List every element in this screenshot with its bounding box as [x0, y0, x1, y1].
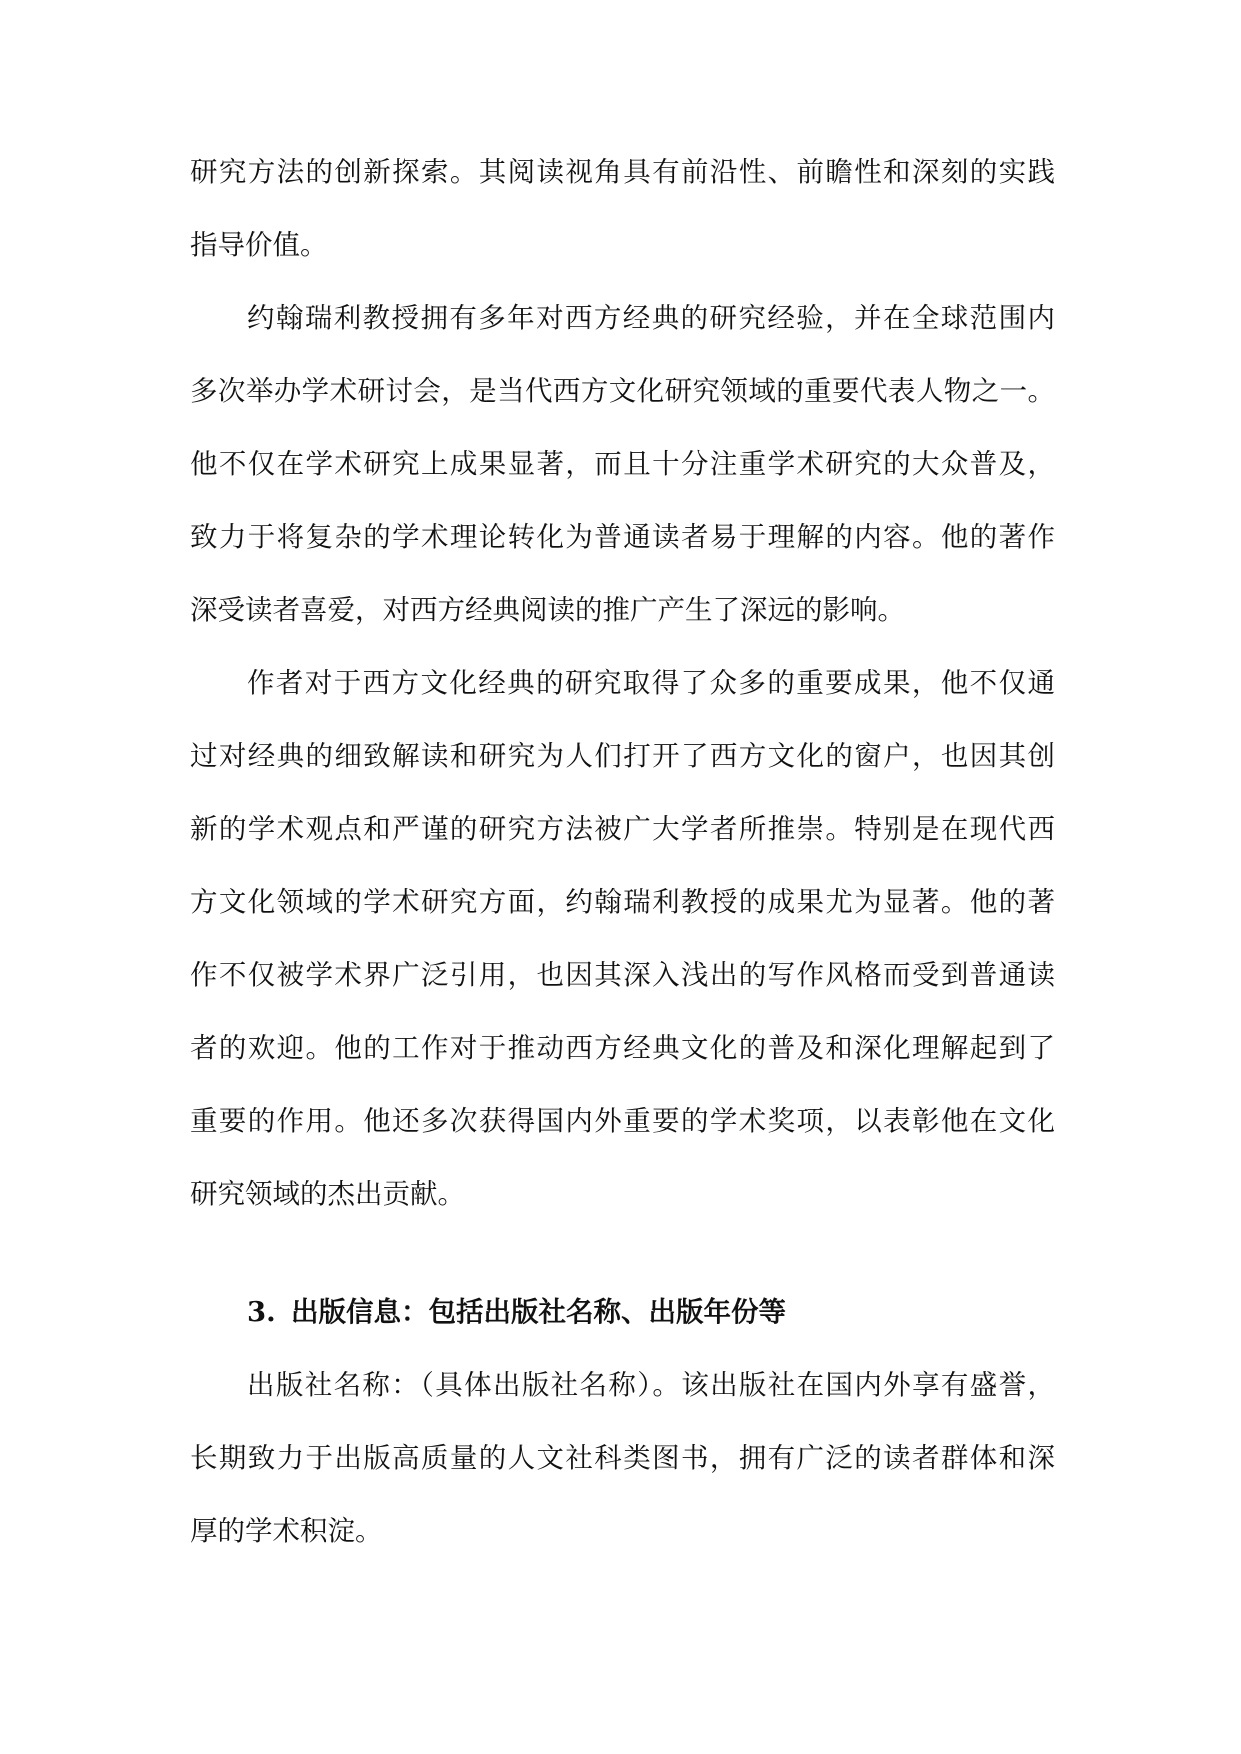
paragraph — [190, 282, 1055, 647]
section-title: 出版信息：包括出版社名称、出版年份等 — [291, 1296, 786, 1328]
document-page — [190, 136, 1055, 1568]
paragraph — [190, 1349, 1055, 1568]
paragraph — [190, 136, 1055, 282]
text-line: 作不仅被学术界广泛引用，也因其深入浅出的写作风格而受到普通读 — [190, 959, 1055, 991]
text-line: 方文化领域的学术研究方面，约翰瑞利教授的成果尤为显著。他的著 — [190, 886, 1055, 918]
text-line: 厚的学术积淀。 — [190, 1515, 383, 1547]
text-line: 深受读者喜爱，对西方经典阅读的推广产生了深远的影响。 — [190, 594, 905, 626]
text-line: 重要的作用。他还多次获得国内外重要的学术奖项，以表彰他在文化 — [190, 1105, 1055, 1137]
text-line: 约翰瑞利教授拥有多年对西方经典的研究经验，并在全球范围内 — [247, 302, 1055, 334]
text-line: 致力于将复杂的学术理论转化为普通读者易于理解的内容。他的著作 — [190, 521, 1055, 553]
text-line: 新的学术观点和严谨的研究方法被广大学者所推崇。特别是在现代西 — [190, 813, 1055, 845]
text-line: 长期致力于出版高质量的人文社科类图书，拥有广泛的读者群体和深 — [190, 1442, 1055, 1474]
text-line: 他不仅在学术研究上成果显著，而且十分注重学术研究的大众普及， — [190, 448, 1055, 480]
section-heading — [190, 1276, 1055, 1349]
text-line: 出版社名称：（具体出版社名称）。该出版社在国内外享有盛誉， — [247, 1369, 1055, 1401]
text-line: 指导价值。 — [190, 229, 328, 261]
text-line: 多次举办学术研讨会，是当代西方文化研究领域的重要代表人物之一。 — [190, 375, 1055, 407]
text-line: 者的欢迎。他的工作对于推动西方经典文化的普及和深化理解起到了 — [190, 1032, 1055, 1064]
section-number: 3. — [247, 1296, 276, 1328]
text-line: 作者对于西方文化经典的研究取得了众多的重要成果，他不仅通 — [247, 667, 1055, 699]
text-line: 研究方法的创新探索。其阅读视角具有前沿性、前瞻性和深刻的实践 — [190, 156, 1055, 188]
text-line: 过对经典的细致解读和研究为人们打开了西方文化的窗户，也因其创 — [190, 740, 1055, 772]
paragraph — [190, 647, 1055, 1231]
text-line: 研究领域的杰出贡献。 — [190, 1178, 465, 1210]
